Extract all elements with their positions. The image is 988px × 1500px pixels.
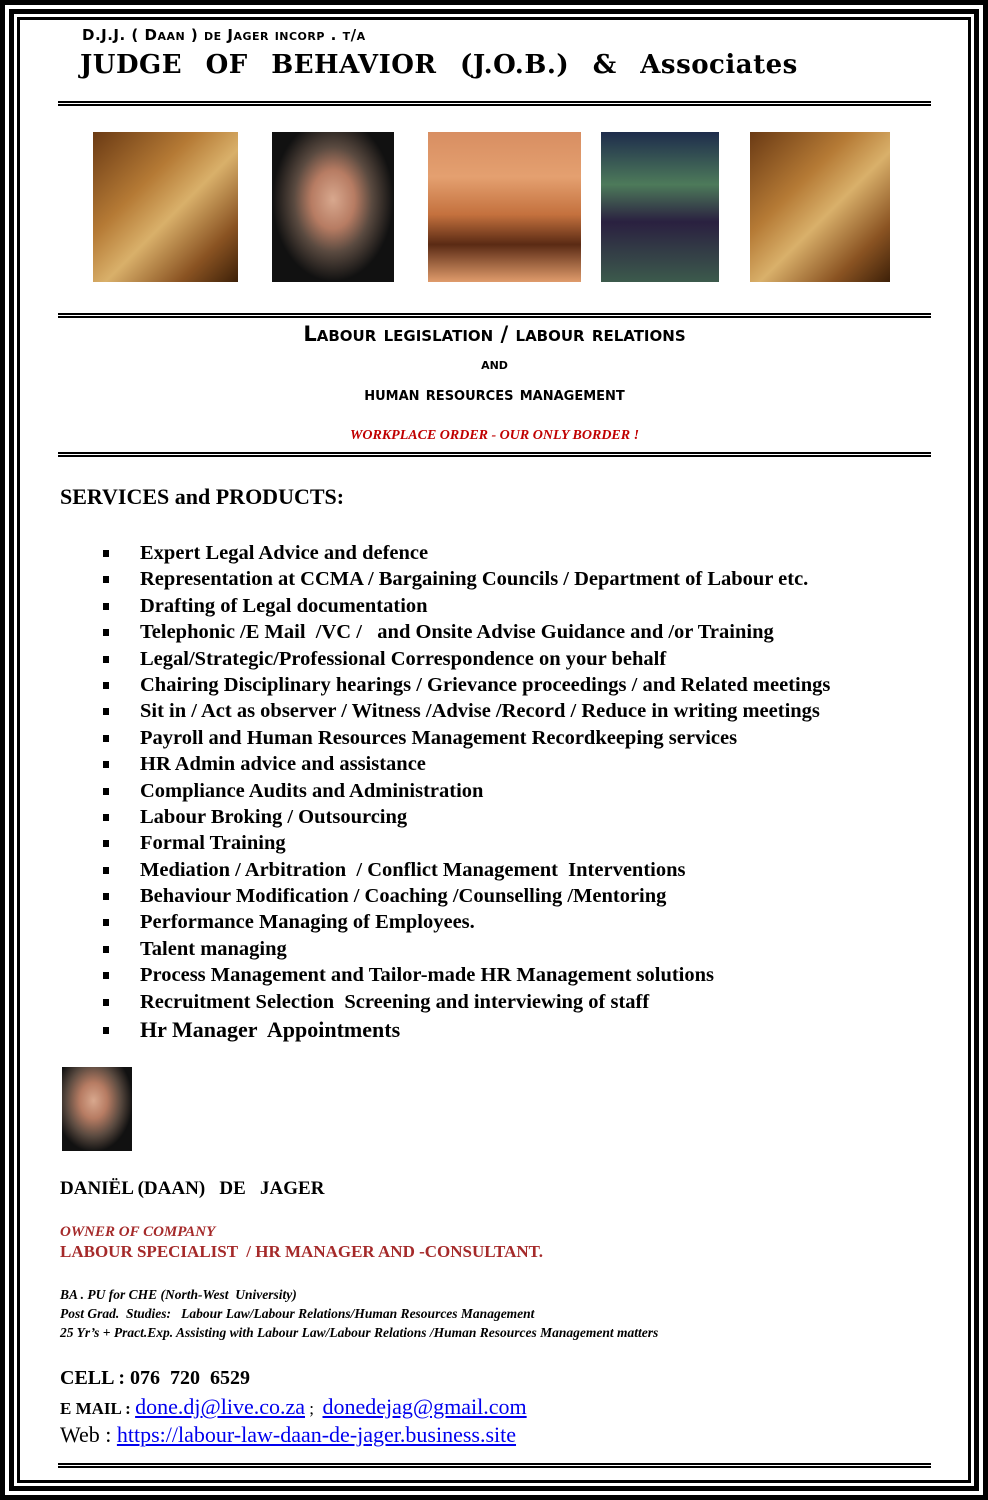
portrait-photo xyxy=(272,132,394,282)
service-item xyxy=(98,593,830,619)
square-bullet-icon xyxy=(103,972,109,979)
service-item-label: Process Management and Tailor-made HR Management solutions xyxy=(140,964,714,987)
square-bullet-icon xyxy=(103,840,109,847)
email-line xyxy=(60,1394,527,1420)
square-bullet-icon xyxy=(103,946,109,953)
education-line: Post Grad. Studies: Labour Law/Labour Relations/Human Resources Management xyxy=(60,1306,535,1321)
page-title: JUDGE OF BEHAVIOR (J.O.B.) & Associates xyxy=(80,50,798,80)
service-item-label: Legal/Strategic/Professional Correspondence on your behalf xyxy=(140,647,667,670)
service-item-label: Hr Manager Appointments xyxy=(140,1017,401,1043)
service-item xyxy=(98,672,830,698)
scales-of-justice-gavel-image xyxy=(93,132,238,282)
company-legal-name: D.J.J. ( Daan ) de Jager incorp . t/a xyxy=(82,26,366,44)
square-bullet-icon xyxy=(103,656,109,663)
education-line: 25 Yr’s + Pract.Exp. Assisting with Labour Law/Labour Relations /Human Resources Management matters xyxy=(60,1325,659,1340)
square-bullet-icon xyxy=(103,708,109,715)
service-item-label: Compliance Audits and Administration xyxy=(140,779,484,802)
service-item-label: Labour Broking / Outsourcing xyxy=(140,805,408,828)
service-item xyxy=(98,778,830,804)
square-bullet-icon xyxy=(103,735,109,742)
service-item xyxy=(98,989,830,1015)
service-item-label: Payroll and Human Resources Management Recordkeeping services xyxy=(140,726,738,749)
courthouse-columns-image xyxy=(428,132,581,282)
divider xyxy=(58,1463,931,1468)
service-item-label: HR Admin advice and assistance xyxy=(140,753,426,776)
square-bullet-icon xyxy=(103,1027,109,1034)
heading-labour-legislation: Labour legislation / labour relations xyxy=(303,322,686,346)
service-item xyxy=(98,883,830,909)
email-separator: ; xyxy=(305,1399,323,1418)
profile-name: DANIËL (DAAN) DE JAGER xyxy=(60,1178,325,1199)
scales-of-justice-gavel-image xyxy=(750,132,890,282)
web-line xyxy=(60,1422,516,1448)
profile-thumbnail-photo xyxy=(62,1067,132,1151)
service-item-label: Chairing Disciplinary hearings / Grievance proceedings / and Related meetings xyxy=(140,673,831,696)
service-item-label: Recruitment Selection Screening and interviewing of staff xyxy=(140,990,650,1013)
service-item xyxy=(98,619,830,645)
service-item-label: Performance Managing of Employees. xyxy=(140,911,475,934)
web-label: Web : xyxy=(60,1422,117,1447)
divider xyxy=(58,313,931,318)
square-bullet-icon xyxy=(103,814,109,821)
website-link[interactable]: https://labour-law-daan-de-jager.business.site xyxy=(116,1422,517,1447)
service-item-label: Representation at CCMA / Bargaining Councils / Department of Labour etc. xyxy=(140,568,809,591)
square-bullet-icon xyxy=(103,603,109,610)
divider xyxy=(58,452,931,457)
service-item xyxy=(98,646,830,672)
service-item-label: Talent managing xyxy=(140,937,287,960)
divider xyxy=(58,101,931,106)
square-bullet-icon xyxy=(103,788,109,795)
heading-hr-management: human resources management xyxy=(364,384,625,405)
service-item-label: Drafting of Legal documentation xyxy=(140,594,428,617)
square-bullet-icon xyxy=(103,576,109,583)
service-item-label: Formal Training xyxy=(140,832,286,855)
square-bullet-icon xyxy=(103,919,109,926)
email-link-gmail[interactable]: donedejag@gmail.com xyxy=(322,1394,527,1419)
service-item xyxy=(98,909,830,935)
square-bullet-icon xyxy=(103,550,109,557)
heading-and: and xyxy=(481,355,508,373)
service-item xyxy=(98,540,830,566)
service-item xyxy=(98,725,830,751)
services-title: SERVICES and PRODUCTS: xyxy=(60,484,345,509)
profile-role-specialist: LABOUR SPECIALIST / HR MANAGER AND -CONSULTANT. xyxy=(60,1242,544,1261)
square-bullet-icon xyxy=(103,893,109,900)
slogan: WORKPLACE ORDER - OUR ONLY BORDER ! xyxy=(349,428,640,443)
service-item xyxy=(98,804,830,830)
service-item-label: Expert Legal Advice and defence xyxy=(140,542,429,564)
service-item xyxy=(98,936,830,962)
service-item xyxy=(98,962,830,988)
email-link-live[interactable]: done.dj@live.co.za xyxy=(135,1394,306,1419)
service-item xyxy=(98,857,830,883)
service-item-label: Telephonic /E Mail /VC / and Onsite Advise Guidance and /or Training xyxy=(140,621,774,644)
email-label: E MAIL : xyxy=(60,1399,136,1418)
square-bullet-icon xyxy=(103,999,109,1006)
education-line: BA . PU for CHE (North-West University) xyxy=(60,1287,297,1302)
service-item-label: Behaviour Modification / Coaching /Counselling /Mentoring xyxy=(140,885,667,908)
square-bullet-icon xyxy=(103,629,109,636)
square-bullet-icon xyxy=(103,867,109,874)
service-item xyxy=(98,566,830,592)
service-item-label: Sit in / Act as observer / Witness /Advise /Record / Reduce in writing meetings xyxy=(140,700,820,723)
graduation-photo xyxy=(601,132,719,282)
service-item xyxy=(98,751,830,777)
service-item-label: Mediation / Arbitration / Conflict Management Interventions xyxy=(140,858,686,881)
profile-role-owner: OWNER OF COMPANY xyxy=(60,1224,216,1240)
services-list xyxy=(98,540,830,1043)
square-bullet-icon xyxy=(103,682,109,689)
cell-number: CELL : 076 720 6529 xyxy=(60,1367,251,1389)
square-bullet-icon xyxy=(103,761,109,768)
service-item xyxy=(98,830,830,856)
service-item xyxy=(98,1017,830,1043)
service-item xyxy=(98,698,830,724)
